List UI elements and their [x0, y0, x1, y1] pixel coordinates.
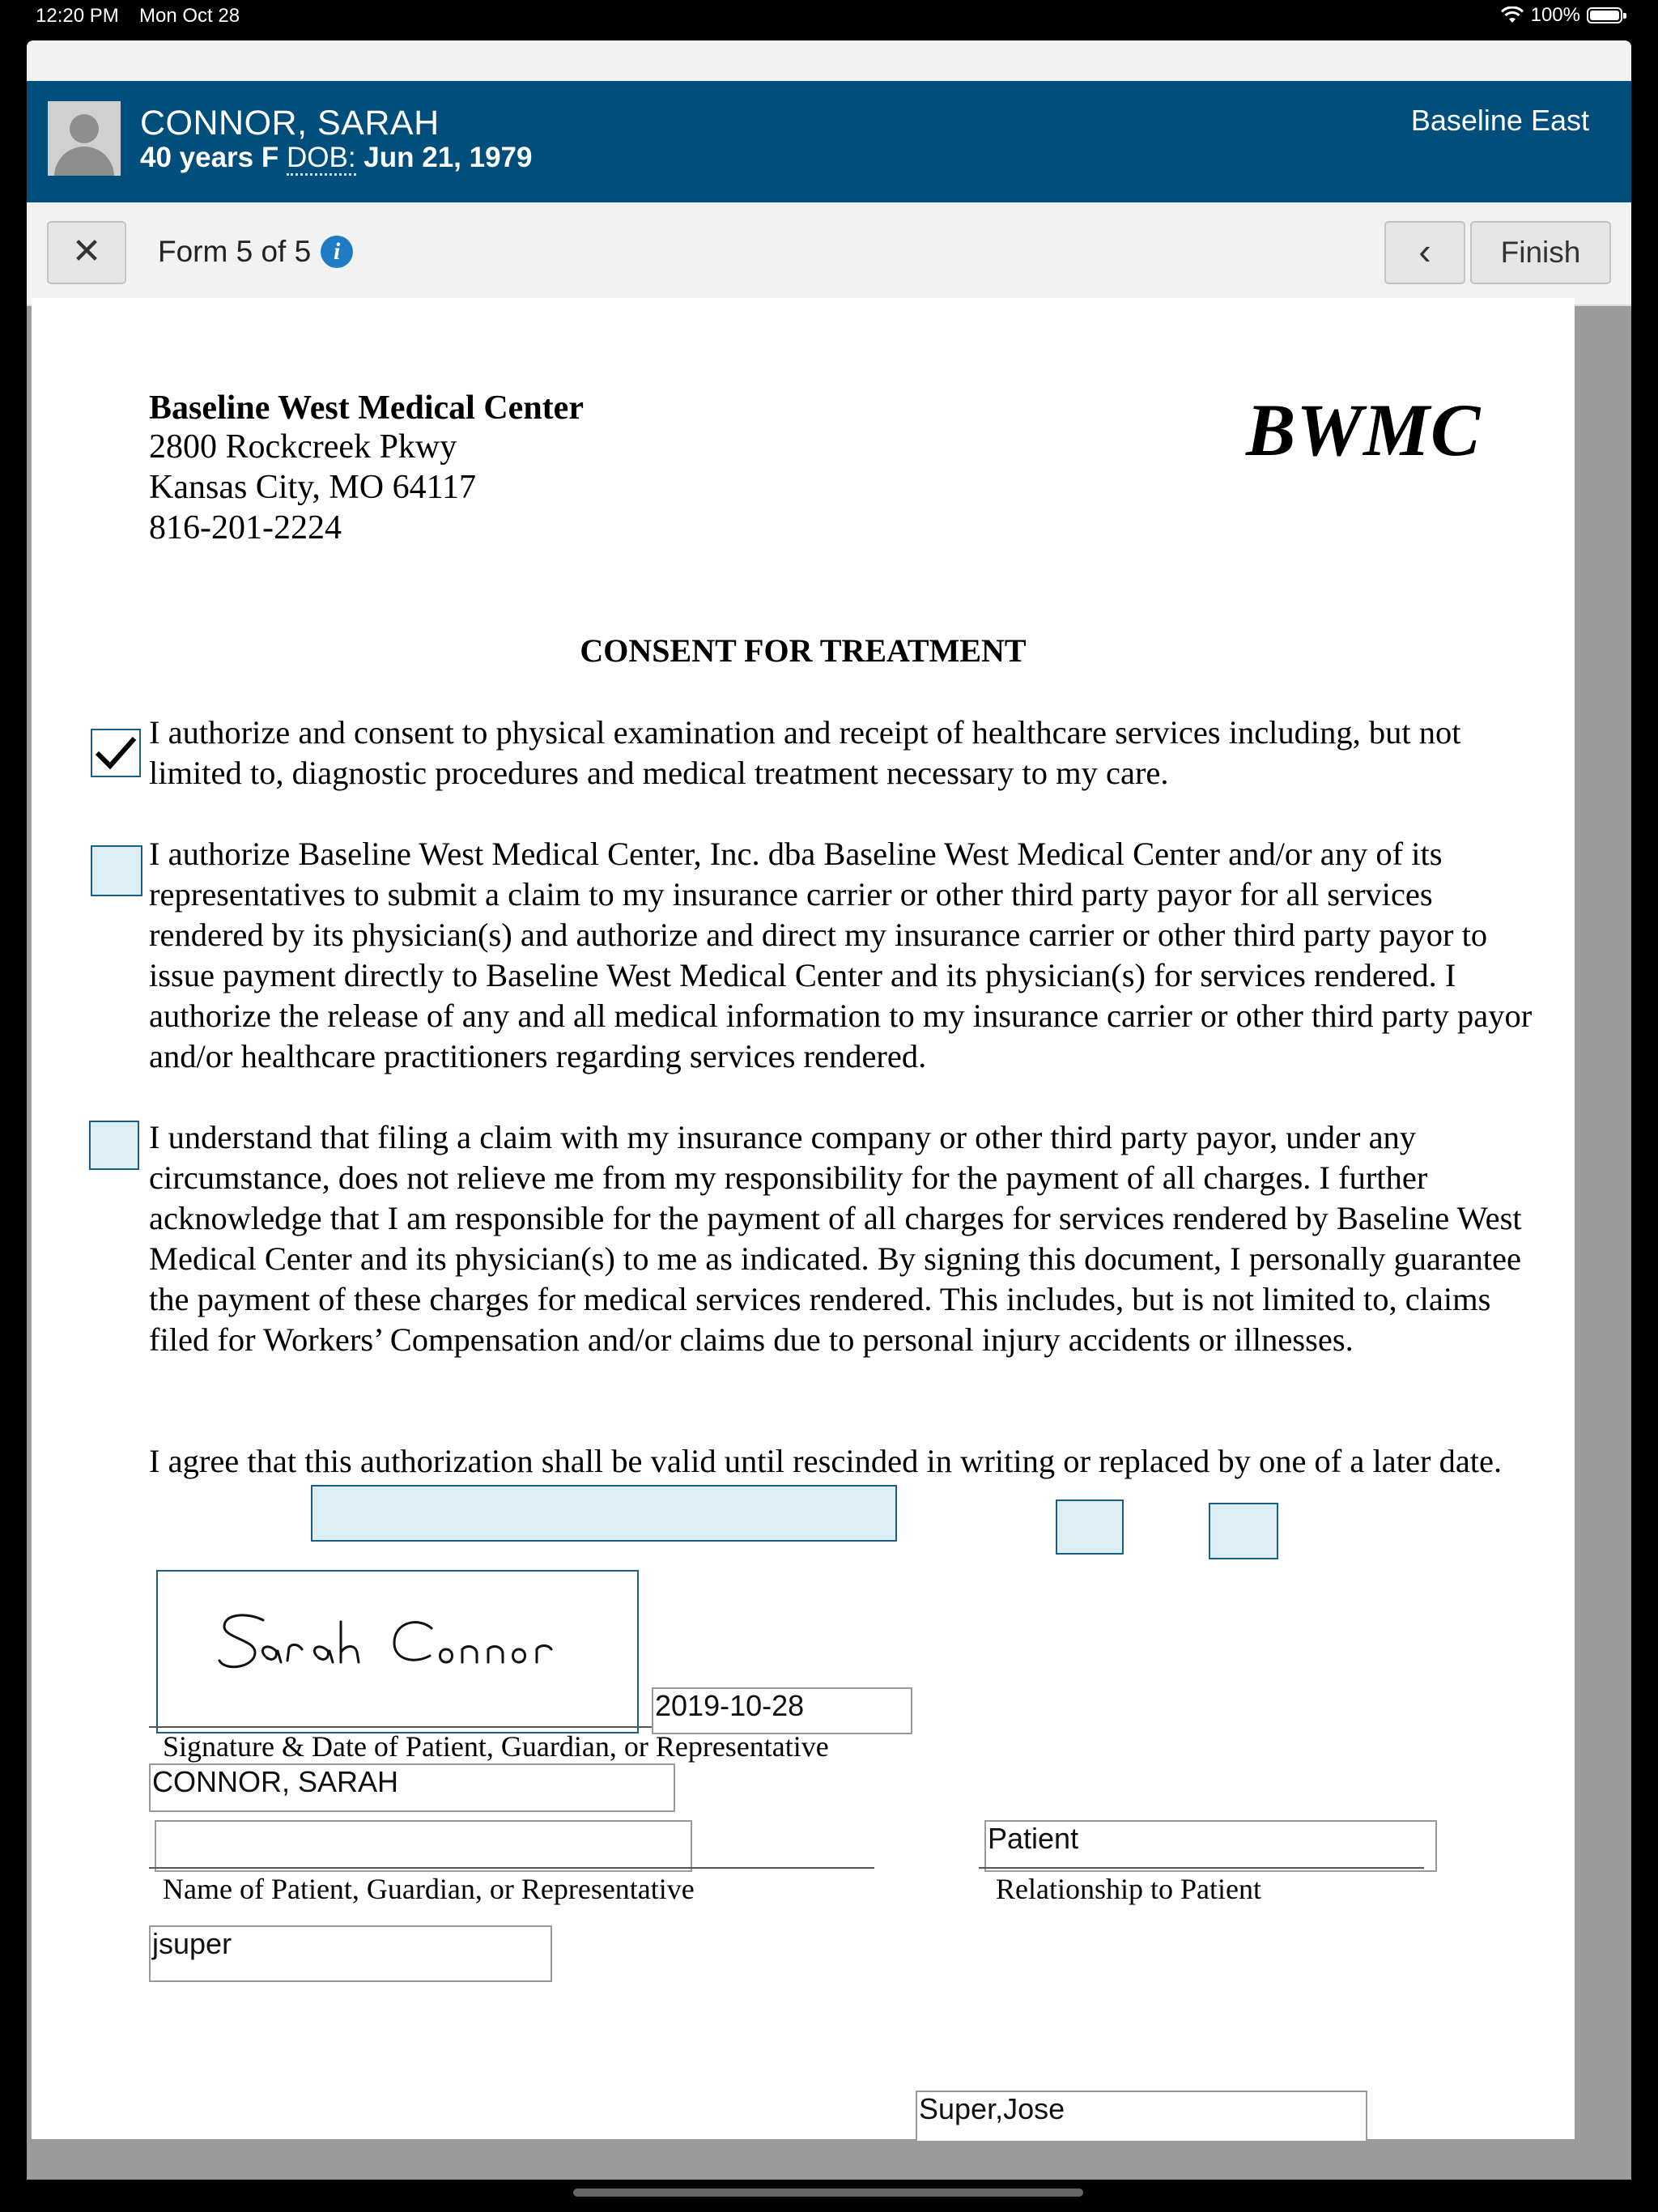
name-caption: Name of Patient, Guardian, or Representative — [163, 1873, 695, 1905]
app-top-strip — [27, 40, 1631, 81]
checkmark-icon — [92, 730, 139, 776]
home-indicator[interactable] — [573, 2189, 1083, 2197]
previous-form-button[interactable] — [1384, 221, 1465, 284]
signature-box[interactable] — [156, 1570, 639, 1733]
name-entry-field[interactable] — [155, 1820, 692, 1872]
form-counter-label: Form 5 of 5 — [158, 235, 312, 268]
status-time: 12:20 PM — [36, 5, 119, 27]
username-field[interactable]: jsuper — [149, 1925, 552, 1982]
org-name: Baseline West Medical Center — [149, 389, 584, 427]
document-title: CONSENT FOR TREATMENT — [580, 632, 1027, 669]
org-address-line1: 2800 Rockcreek Pkwy — [149, 428, 457, 466]
dob-label[interactable]: DOB: — [287, 142, 356, 176]
name-line — [149, 1867, 874, 1869]
extra-checkbox-2[interactable] — [1209, 1503, 1278, 1559]
witness-name-field[interactable]: Super,Jose — [916, 2091, 1367, 2142]
info-icon[interactable]: i — [321, 236, 353, 268]
consent-text-2: I authorize Baseline West Medical Center, Inc. dba Baseline West Medical Center and/or any of its representatives to submit a claim to my insurance carrier or other third party payor for all services rendered by its physician(s) and authorize and direct my insurance carrier or other third party payor to issue payment directly to Baseline West Medical Center and its physician(s) for services rendered. I authorize the release of any and all medical information to my insurance carrier or other third party payor and/or healthcare practitioners regarding services rendered. — [149, 836, 1533, 1074]
chevron-left-icon: ‹ — [1418, 230, 1431, 272]
patient-banner — [27, 81, 1631, 202]
agreement-text: I agree that this authorization shall be valid until rescinded in writing or replaced by one of a later date. — [149, 1443, 1503, 1479]
consent-text-3: I understand that filing a claim with my insurance company or other third party payor, under any circumstance, does not relieve me from my responsibility for the payment of all charges. I further acknowledge that I am responsible for the payment of all charges for services rendered by Baseline West Medical Center and its physician(s) to me as indicated. By signing this document, I personally guarantee the payment of these charges for medical services rendered. This includes, but is not limited to, claims filed for Workers’ Compensation and/or claims due to personal injury accidents or illnesses. — [149, 1119, 1522, 1358]
later-date-field[interactable] — [311, 1485, 897, 1542]
relationship-caption: Relationship to Patient — [996, 1873, 1261, 1905]
printed-name-field[interactable]: CONNOR, SARAH — [149, 1763, 675, 1812]
form-toolbar — [27, 202, 1631, 306]
patient-dob: Jun 21, 1979 — [363, 142, 533, 173]
consent-checkbox-3[interactable] — [89, 1121, 139, 1170]
battery-percent: 100% — [1530, 4, 1580, 26]
consent-document — [32, 298, 1575, 2139]
consent-checkbox-2[interactable] — [91, 845, 142, 896]
form-counter — [158, 235, 353, 269]
location-label: Baseline East — [1410, 104, 1589, 137]
status-date: Mon Oct 28 — [139, 5, 240, 27]
consent-checkbox-1[interactable] — [91, 729, 141, 777]
avatar — [48, 101, 121, 176]
extra-checkbox-1[interactable] — [1056, 1499, 1124, 1555]
status-bar — [0, 0, 1658, 32]
status-right — [1500, 4, 1622, 27]
patient-name: CONNOR, SARAH — [140, 104, 440, 143]
finish-button[interactable]: Finish — [1470, 221, 1611, 284]
relationship-field[interactable]: Patient — [984, 1820, 1437, 1872]
handwritten-signature — [158, 1572, 636, 1730]
wifi-icon — [1500, 6, 1524, 24]
close-icon: ✕ — [71, 232, 102, 271]
org-address-line2: Kansas City, MO 64117 — [149, 469, 477, 506]
signature-date-field[interactable]: 2019-10-28 — [652, 1687, 912, 1734]
org-logo: BWMC — [1246, 389, 1482, 471]
org-phone: 816-201-2224 — [149, 509, 342, 547]
close-button[interactable] — [47, 221, 126, 284]
consent-text-1: I authorize and consent to physical examination and receipt of healthcare services including, but not limited to, diagnostic procedures and medical treatment necessary to my care. — [149, 714, 1461, 791]
relationship-line — [979, 1867, 1424, 1869]
battery-icon — [1587, 7, 1622, 23]
signature-caption: Signature & Date of Patient, Guardian, or Representative — [163, 1730, 829, 1763]
patient-demographics — [140, 142, 533, 174]
patient-age-sex: 40 years F — [140, 142, 279, 173]
